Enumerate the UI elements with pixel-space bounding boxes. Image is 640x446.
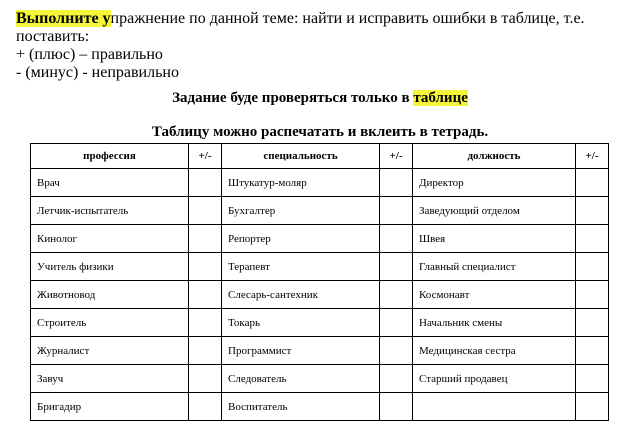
- table-row: [31, 197, 609, 225]
- position-cell: Старший продавец: [413, 365, 576, 393]
- header-position: должность: [413, 144, 576, 169]
- mark-cell[interactable]: [189, 253, 222, 281]
- instructions-plus-rule: + (плюс) – правильно: [16, 46, 163, 63]
- mark-cell[interactable]: [189, 309, 222, 337]
- mark-cell[interactable]: [380, 393, 413, 421]
- header-mark-3: +/-: [576, 144, 609, 169]
- profession-cell: Завуч: [31, 365, 189, 393]
- mark-cell[interactable]: [189, 197, 222, 225]
- header-speciality: специальность: [222, 144, 380, 169]
- print-note: Таблицу можно распечатать и вклеить в тетрадь.: [151, 124, 489, 140]
- mark-cell[interactable]: [576, 225, 609, 253]
- task-note-highlight: таблице: [413, 90, 468, 106]
- mark-cell[interactable]: [189, 365, 222, 393]
- mark-cell[interactable]: [380, 365, 413, 393]
- mark-cell[interactable]: [189, 169, 222, 197]
- mark-cell[interactable]: [576, 169, 609, 197]
- mark-cell[interactable]: [576, 337, 609, 365]
- table-header-row: [31, 144, 609, 169]
- profession-cell: Животновод: [31, 281, 189, 309]
- mark-cell[interactable]: [576, 393, 609, 421]
- mark-cell[interactable]: [380, 225, 413, 253]
- profession-cell: Журналист: [31, 337, 189, 365]
- instructions-line-1-rest: пражнение по данной теме: найти и исправить ошибки в таблице, т.е.: [110, 10, 585, 27]
- mark-cell[interactable]: [576, 253, 609, 281]
- speciality-cell: Репортер: [222, 225, 380, 253]
- speciality-cell: Следователь: [222, 365, 380, 393]
- table-row: [31, 225, 609, 253]
- mark-cell[interactable]: [576, 365, 609, 393]
- speciality-cell: Штукатур-моляр: [222, 169, 380, 197]
- table-row: [31, 281, 609, 309]
- speciality-cell: Воспитатель: [222, 393, 380, 421]
- mark-cell[interactable]: [189, 393, 222, 421]
- table-row: [31, 393, 609, 421]
- position-cell: Медицинская сестра: [413, 337, 576, 365]
- position-cell: Начальник смены: [413, 309, 576, 337]
- mark-cell[interactable]: [380, 309, 413, 337]
- header-mark-1: +/-: [189, 144, 222, 169]
- task-note: [0, 90, 640, 107]
- mark-cell[interactable]: [380, 197, 413, 225]
- table-row: [31, 365, 609, 393]
- table-row: [31, 337, 609, 365]
- mark-cell[interactable]: [380, 169, 413, 197]
- position-cell: Космонавт: [413, 281, 576, 309]
- position-cell: Швея: [413, 225, 576, 253]
- position-cell: Директор: [413, 169, 576, 197]
- mark-cell[interactable]: [189, 337, 222, 365]
- instructions-line-2: поставить:: [16, 28, 90, 45]
- mark-cell[interactable]: [576, 281, 609, 309]
- speciality-cell: Терапевт: [222, 253, 380, 281]
- speciality-cell: Токарь: [222, 309, 380, 337]
- mark-cell[interactable]: [189, 281, 222, 309]
- position-cell: Главный специалист: [413, 253, 576, 281]
- position-cell: Заведующий отделом: [413, 197, 576, 225]
- instructions-minus-rule: - (минус) - неправильно: [16, 64, 179, 81]
- mark-cell[interactable]: [189, 225, 222, 253]
- instructions: [16, 10, 626, 82]
- profession-cell: Летчик-испытатель: [31, 197, 189, 225]
- table-row: [31, 309, 609, 337]
- profession-cell: Учитель физики: [31, 253, 189, 281]
- profession-cell: Строитель: [31, 309, 189, 337]
- instructions-highlight: Выполните у: [16, 10, 111, 27]
- speciality-cell: Программист: [222, 337, 380, 365]
- mark-cell[interactable]: [380, 253, 413, 281]
- profession-cell: Кинолог: [31, 225, 189, 253]
- task-note-text: Задание буде проверяться только в: [172, 90, 414, 106]
- profession-cell: Врач: [31, 169, 189, 197]
- header-profession: профессия: [31, 144, 189, 169]
- position-cell: [413, 393, 576, 421]
- mark-cell[interactable]: [576, 309, 609, 337]
- speciality-cell: Бухгалтер: [222, 197, 380, 225]
- mark-cell[interactable]: [380, 337, 413, 365]
- exercise-table: [30, 143, 609, 421]
- mark-cell[interactable]: [576, 197, 609, 225]
- speciality-cell: Слесарь-сантехник: [222, 281, 380, 309]
- table-row: [31, 169, 609, 197]
- table-row: [31, 253, 609, 281]
- instructions-line-1: [16, 10, 626, 28]
- mark-cell[interactable]: [380, 281, 413, 309]
- profession-cell: Бригадир: [31, 393, 189, 421]
- header-mark-2: +/-: [380, 144, 413, 169]
